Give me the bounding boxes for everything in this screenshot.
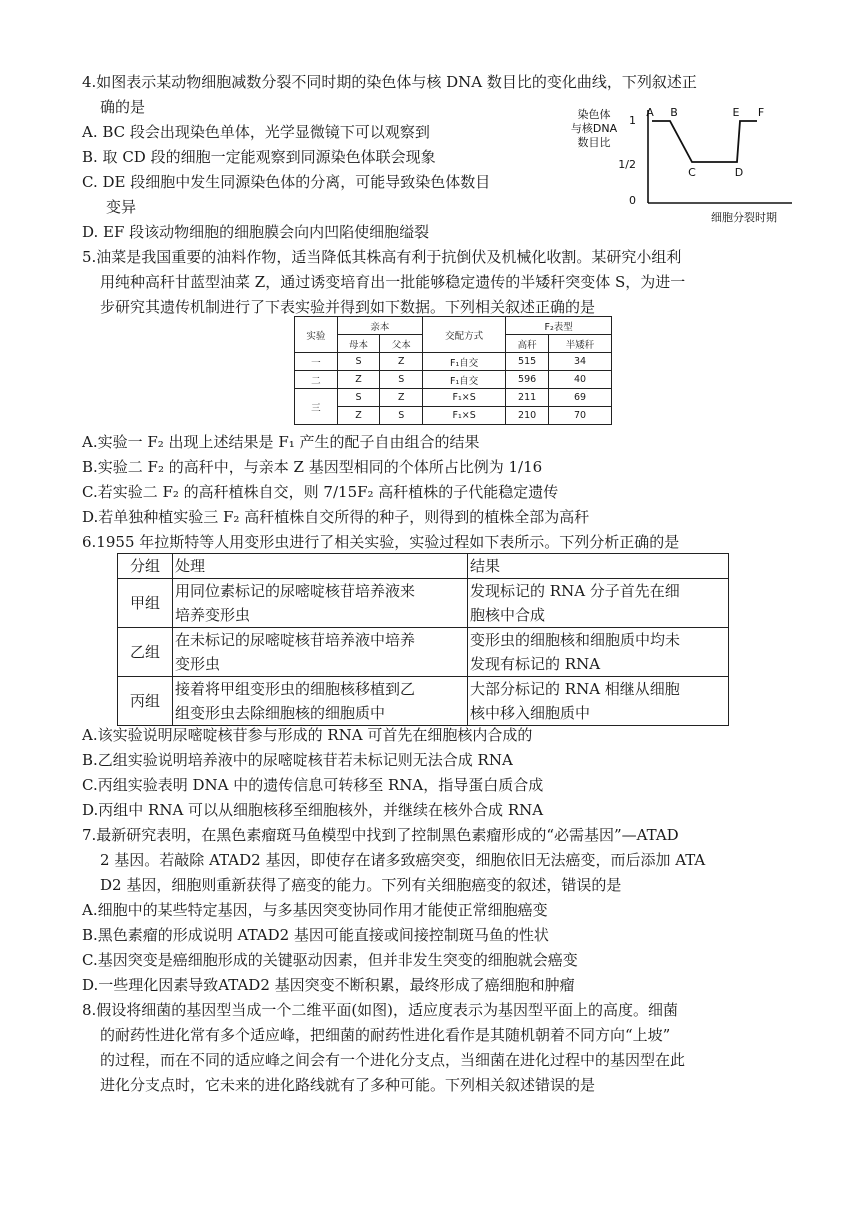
t6-header-result: 结果 [468,554,729,579]
q5-data-table [294,316,612,425]
q8-stem-line4: 进化分支点时，它未来的进化路线就有了多种可能。下列相关叙述错误的是 [100,1076,596,1094]
cell-father: Z [380,353,423,371]
q7-option-a: A.细胞中的某些特定基因，与多基因突变协同作用才能使正常细胞癌变 [82,901,548,919]
q7-stem-line1: 7.最新研究表明，在黑色素瘤斑马鱼模型中找到了控制黑色素瘤形成的“必需基因”—ATAD [82,826,679,844]
cell-semi: 69 [548,389,611,407]
t6-treat-line: 用同位素标记的尿嘧啶核苷培养液来 [175,582,416,600]
q5-option-d: D.若单独种植实验三 F₂ 高秆植株自交所得的种子，则得到的植株全部为高秆 [82,508,590,526]
cell-exp: 一 [295,353,338,371]
t6-header-group: 分组 [118,554,173,579]
graph-point-label: E [732,106,740,119]
table-header-cross: 交配方式 [423,317,506,353]
q7-option-b: B.黑色素瘤的形成说明 ATAD2 基因可能直接或间接控制斑马鱼的性状 [82,926,549,944]
q8-stem-line2: 的耐药性进化常有多个适应峰，把细菌的耐药性进化看作是其随机朝着不同方向“上坡” [100,1026,671,1044]
cell-cross: F₁自交 [423,371,506,389]
q5-stem-line1: 5.油菜是我国重要的油料作物，适当降低其株高有利于抗倒伏及机械化收割。某研究小组利 [82,248,682,266]
graph-point-label: B [670,106,678,119]
q4-option-c-cont: 变异 [106,198,137,216]
graph-ylabel-3: 数目比 [577,136,611,149]
q5-stem-line2: 用纯种高秆甘蓝型油菜 Z，通过诱变培育出一批能够稳定遗传的半矮秆突变体 S，为进一 [100,273,686,291]
cell-tall: 515 [506,353,549,371]
table-header-mother: 母本 [337,335,380,353]
cell-tall: 596 [506,371,549,389]
graph-ylabel-1: 染色体 [577,108,611,121]
t6-treat-line: 组变形虫去除细胞核的细胞质中 [175,704,386,722]
graph-tick-1: 1 [629,114,636,127]
t6-result [468,628,729,677]
table-row [295,389,612,407]
t6-result [468,677,729,726]
q7-stem-line2: 2 基因。若敲除 ATAD2 基因，即使存在诸多致癌突变，细胞依旧无法癌变，而后添加 ATA [100,851,706,869]
cell-father: S [380,407,423,425]
q7-option-d: D.一些理化因素导致ATAD2 基因突变不断积累，最终形成了癌细胞和肿瘤 [82,976,575,994]
t6-result-line: 发现标记的 RNA 分子首先在细 [470,582,680,600]
graph-curve [652,121,757,162]
q5-option-a: A.实验一 F₂ 出现上述结果是 F₁ 产生的配子自由组合的结果 [82,433,480,451]
t6-treat-line: 在未标记的尿嘧啶核苷培养液中培养 [175,631,416,649]
t6-treat [173,579,468,628]
q4-option-b: B. 取 CD 段的细胞一定能观察到同源染色体联会现象 [82,148,436,166]
q6-option-a: A.该实验说明尿嘧啶核苷参与形成的 RNA 可首先在细胞核内合成的 [82,726,533,744]
q5-stem-line3: 步研究其遗传机制进行了下表实验并得到如下数据。下列相关叙述正确的是 [100,298,596,316]
graph-tick-half: 1/2 [618,158,636,171]
cell-cross: F₁自交 [423,353,506,371]
cell-mother: Z [337,371,380,389]
cell-cross: F₁×S [423,389,506,407]
cell-mother: S [337,353,380,371]
cell-mother: Z [337,407,380,425]
t6-treat-line: 接着将甲组变形虫的细胞核移植到乙 [175,680,416,698]
cell-semi: 40 [548,371,611,389]
table-row [118,579,729,628]
q6-stem: 6.1955 年拉斯特等人用变形虫进行了相关实验，实验过程如下表所示。下列分析正确的是 [82,533,680,551]
table-row [118,628,729,677]
cell-father: S [380,371,423,389]
t6-treat [173,677,468,726]
q4-option-a: A. BC 段会出现染色单体，光学显微镜下可以观察到 [82,123,430,141]
cell-exp: 二 [295,371,338,389]
table-header-f2: F₂表型 [506,317,612,335]
q6-option-c: C.丙组实验表明 DNA 中的遗传信息可转移至 RNA，指导蛋白质合成 [82,776,544,794]
table-header-exp: 实验 [295,317,338,353]
t6-result [468,579,729,628]
cell-tall: 210 [506,407,549,425]
graph-point-label: A [646,106,654,119]
t6-result-line: 变形虫的细胞核和细胞质中均未 [470,631,681,649]
table-header-father: 父本 [380,335,423,353]
cell-father: Z [380,389,423,407]
q4-option-d: D. EF 段该动物细胞的细胞膜会向内凹陷使细胞缢裂 [82,223,430,241]
cell-exp: 三 [295,389,338,425]
cell-cross: F₁×S [423,407,506,425]
table-header-parent: 亲本 [337,317,422,335]
graph-point-label: F [757,106,765,119]
q5-option-c: C.若实验二 F₂ 的高秆植株自交，则 7/15F₂ 高秆植株的子代能稳定遗传 [82,483,559,501]
table-row [295,371,612,389]
q4-option-c: C. DE 段细胞中发生同源染色体的分离，可能导致染色体数目 [82,173,491,191]
q6-option-b: B.乙组实验说明培养液中的尿嘧啶核苷若未标记则无法合成 RNA [82,751,513,769]
q4-chromosome-ratio-graph [560,104,800,228]
table-row [295,407,612,425]
t6-group: 乙组 [118,628,173,677]
t6-treat-line: 培养变形虫 [175,606,251,624]
cell-semi: 34 [548,353,611,371]
table-row [118,677,729,726]
t6-result-line: 发现有标记的 RNA [470,655,601,673]
t6-result-line: 胞核中合成 [470,606,546,624]
cell-semi: 70 [548,407,611,425]
t6-group: 丙组 [118,677,173,726]
table-header-tall: 高秆 [506,335,549,353]
graph-ylabel-2: 与核DNA [570,122,618,135]
t6-result-line: 大部分标记的 RNA 相继从细胞 [470,680,680,698]
t6-treat [173,628,468,677]
q4-stem-line2: 确的是 [100,98,146,116]
t6-group: 甲组 [118,579,173,628]
table-header-semi: 半矮秆 [548,335,611,353]
graph-point-label: C [688,166,696,179]
q6-option-d: D.丙组中 RNA 可以从细胞核移至细胞核外，并继续在核外合成 RNA [82,801,544,819]
cell-tall: 211 [506,389,549,407]
table-row [295,353,612,371]
graph-origin: 0 [629,194,636,207]
graph-point-label: D [734,166,744,179]
q7-stem-line3: D2 基因，细胞则重新获得了癌变的能力。下列有关细胞癌变的叙述，错误的是 [100,876,622,894]
q7-option-c: C.基因突变是癌细胞形成的关键驱动因素，但并非发生突变的细胞就会癌变 [82,951,578,969]
graph-xlabel: 细胞分裂时期 [711,211,777,224]
q8-stem-line1: 8.假设将细菌的基因型当成一个二维平面(如图)，适应度表示为基因型平面上的高度。细菌 [82,1001,679,1019]
q6-experiment-table [117,553,729,726]
cell-mother: S [337,389,380,407]
t6-header-treat: 处理 [173,554,468,579]
q8-stem-line3: 的过程，而在不同的适应峰之间会有一个进化分支点，当细菌在进化过程中的基因型在此 [100,1051,686,1069]
t6-treat-line: 变形虫 [175,655,221,673]
t6-result-line: 核中移入细胞质中 [470,704,591,722]
q4-stem-line1: 4.如图表示某动物细胞减数分裂不同时期的染色体与核 DNA 数目比的变化曲线，下列叙述正 [82,73,697,91]
q5-option-b: B.实验二 F₂ 的高秆中，与亲本 Z 基因型相同的个体所占比例为 1/16 [82,458,543,476]
